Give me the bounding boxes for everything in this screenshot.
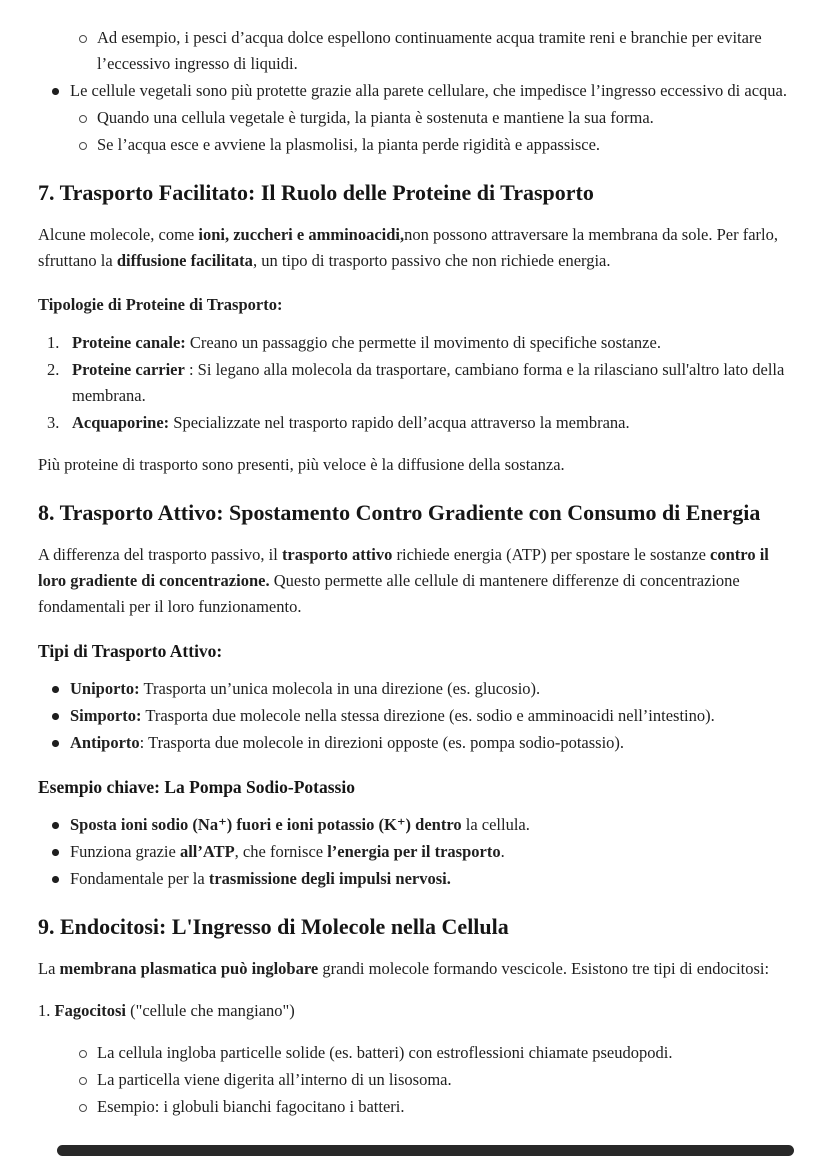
list-item-text — [70, 703, 790, 729]
bold-run: Uniporto: — [70, 679, 140, 698]
bold-run: Acquaporine: — [72, 413, 170, 432]
text-run: ("cellule che mangiano") — [126, 1001, 295, 1020]
bold-run: Antiporto — [70, 733, 140, 752]
bold-run: all’ATP — [179, 842, 235, 861]
text-run: richiede energia (ATP) per spostare le sostanze — [392, 545, 711, 564]
transport-types-heading: Tipi di Trasporto Attivo: — [38, 641, 223, 661]
fagocitosi-sublist — [38, 1040, 790, 1120]
list-item — [38, 330, 790, 356]
sodium-pump-list — [38, 812, 790, 892]
list-item — [38, 1040, 790, 1066]
list-item — [38, 812, 790, 838]
list-item-text — [70, 812, 790, 838]
text-run: non possono attraversare la membrana da sole. Per farlo, sfruttano la — [38, 225, 779, 270]
list-item-text — [70, 839, 790, 865]
text-run: : Si legano alla molecola da trasportare, cambiano forma e la rilasciano sull'altro lato della membrana. — [72, 360, 785, 405]
hollow-bullet-icon — [38, 1067, 97, 1093]
section8-heading: 8. Trasporto Attivo: Spostamento Contro Gradiente con Consumo di Energia — [38, 500, 761, 525]
text-run: grandi molecole formando vescicole. Esistono tre tipi di endocitosi: — [318, 959, 770, 978]
list-number: 3. — [47, 413, 60, 432]
list-item — [38, 839, 790, 865]
list-item — [38, 105, 790, 131]
section7-paragraph — [38, 222, 790, 274]
list-item-text: Ad esempio, i pesci d’acqua dolce espellono continuamente acqua tramite reni e branchie per evitare l’eccessivo ingresso di liquidi. — [97, 28, 762, 73]
bullet-icon — [38, 676, 70, 702]
section9-paragraph — [38, 956, 790, 982]
bold-run: membrana plasmatica può inglobare — [59, 959, 319, 978]
bold-run: l’energia per il trasporto — [327, 842, 501, 861]
text-run: La — [38, 959, 60, 978]
list-item-text: Esempio: i globuli bianchi fagocitano i batteri. — [97, 1097, 405, 1116]
list-item — [38, 676, 790, 702]
list-item-text — [70, 866, 790, 892]
list-item-text — [72, 410, 790, 436]
example-heading: Esempio chiave: La Pompa Sodio-Potassio — [38, 777, 355, 797]
text-run: , un tipo di trasporto passivo che non richiede energia. — [252, 251, 611, 270]
hollow-bullet-icon — [38, 132, 97, 158]
section7-heading: 7. Trasporto Facilitato: Il Ruolo delle Proteine di Trasporto — [38, 180, 594, 205]
list-item-text: Le cellule vegetali sono più protette grazie alla parete cellulare, che impedisce l’ingresso eccessivo di acqua. — [70, 81, 787, 100]
list-item — [38, 357, 790, 409]
list-item-text — [70, 676, 790, 702]
bold-run: Proteine carrier — [72, 360, 185, 379]
hollow-bullet-icon — [38, 1094, 97, 1120]
bold-run: contro il loro gradiente di concentrazione. — [38, 545, 769, 590]
list-item — [38, 25, 790, 77]
list-item-text: Se l’acqua esce e avviene la plasmolisi, la pianta perde rigidità e appassisce. — [97, 135, 601, 154]
text-run: Alcune molecole, come — [38, 225, 199, 244]
list-item-text — [70, 730, 790, 756]
fagocitosi-line — [38, 998, 790, 1024]
text-run: la cellula. — [461, 815, 530, 834]
bullet-icon — [38, 866, 70, 892]
transport-types-list — [38, 676, 790, 756]
text-run: Trasporta due molecole nella stessa direzione (es. sodio e amminoacidi nell’intestino). — [141, 706, 715, 725]
bullet-icon — [38, 730, 70, 756]
hollow-bullet-icon — [38, 1040, 97, 1066]
bullet-icon — [38, 703, 70, 729]
bold-run: diffusione facilitata — [116, 251, 253, 270]
bullet-icon — [38, 812, 70, 838]
text-run: , che fornisce — [234, 842, 328, 861]
text-run: 1. — [38, 1001, 55, 1020]
list-item — [38, 1067, 790, 1093]
text-run: . — [500, 842, 505, 861]
text-run: Questo permette alle cellule di mantenere differenze di concentrazione fondamentali per il loro funzionamento. — [38, 571, 740, 616]
intro-list — [38, 25, 790, 158]
text-run: : Trasporta due molecole in direzioni opposte (es. pompa sodio-potassio). — [139, 733, 625, 752]
list-item — [38, 132, 790, 158]
text-run: Specializzate nel trasporto rapido dell’acqua attraverso la membrana. — [169, 413, 630, 432]
text-run: Trasporta un’unica molecola in una direzione (es. glucosio). — [139, 679, 541, 698]
list-item-text — [72, 357, 790, 409]
list-number: 1. — [47, 333, 60, 352]
protein-types-list — [38, 330, 790, 436]
bold-run: Sposta ioni sodio (Na⁺) fuori e ioni potassio (K⁺) dentro — [70, 815, 462, 834]
bullet-icon — [38, 78, 70, 104]
text-run: Fondamentale per la — [70, 869, 209, 888]
list-item-text: Quando una cellula vegetale è turgida, la pianta è sostenuta e mantiene la sua forma. — [97, 108, 654, 127]
text-run: A differenza del trasporto passivo, il — [38, 545, 282, 564]
list-item — [38, 1094, 790, 1120]
section7-closing: Più proteine di trasporto sono presenti, più veloce è la diffusione della sostanza. — [38, 455, 565, 474]
bold-run: Simporto: — [70, 706, 142, 725]
bottom-divider-bar — [57, 1145, 794, 1156]
bold-run: Proteine canale: — [72, 333, 186, 352]
list-number: 2. — [47, 360, 60, 379]
bold-run: trasporto attivo — [281, 545, 393, 564]
list-item-text — [72, 330, 790, 356]
list-item — [38, 410, 790, 436]
bullet-icon — [38, 839, 70, 865]
section7-subheading: Tipologie di Proteine di Trasporto: — [38, 295, 283, 314]
list-item — [38, 78, 790, 104]
bold-run: trasmissione degli impulsi nervosi. — [208, 869, 451, 888]
bold-run: Fagocitosi — [54, 1001, 126, 1020]
list-item-text: La cellula ingloba particelle solide (es. batteri) con estroflessioni chiamate pseudopodi. — [97, 1043, 673, 1062]
text-run: Funziona grazie — [70, 842, 180, 861]
text-run: Creano un passaggio che permette il movimento di specifiche sostanze. — [185, 333, 661, 352]
list-item — [38, 730, 790, 756]
list-item — [38, 866, 790, 892]
list-item — [38, 703, 790, 729]
hollow-bullet-icon — [38, 105, 97, 131]
list-item-text: La particella viene digerita all’interno di un lisosoma. — [97, 1070, 452, 1089]
section9-heading: 9. Endocitosi: L'Ingresso di Molecole nella Cellula — [38, 914, 509, 939]
section8-paragraph — [38, 542, 790, 620]
hollow-bullet-icon — [38, 25, 97, 77]
bold-run: ioni, zuccheri e amminoacidi, — [198, 225, 405, 244]
